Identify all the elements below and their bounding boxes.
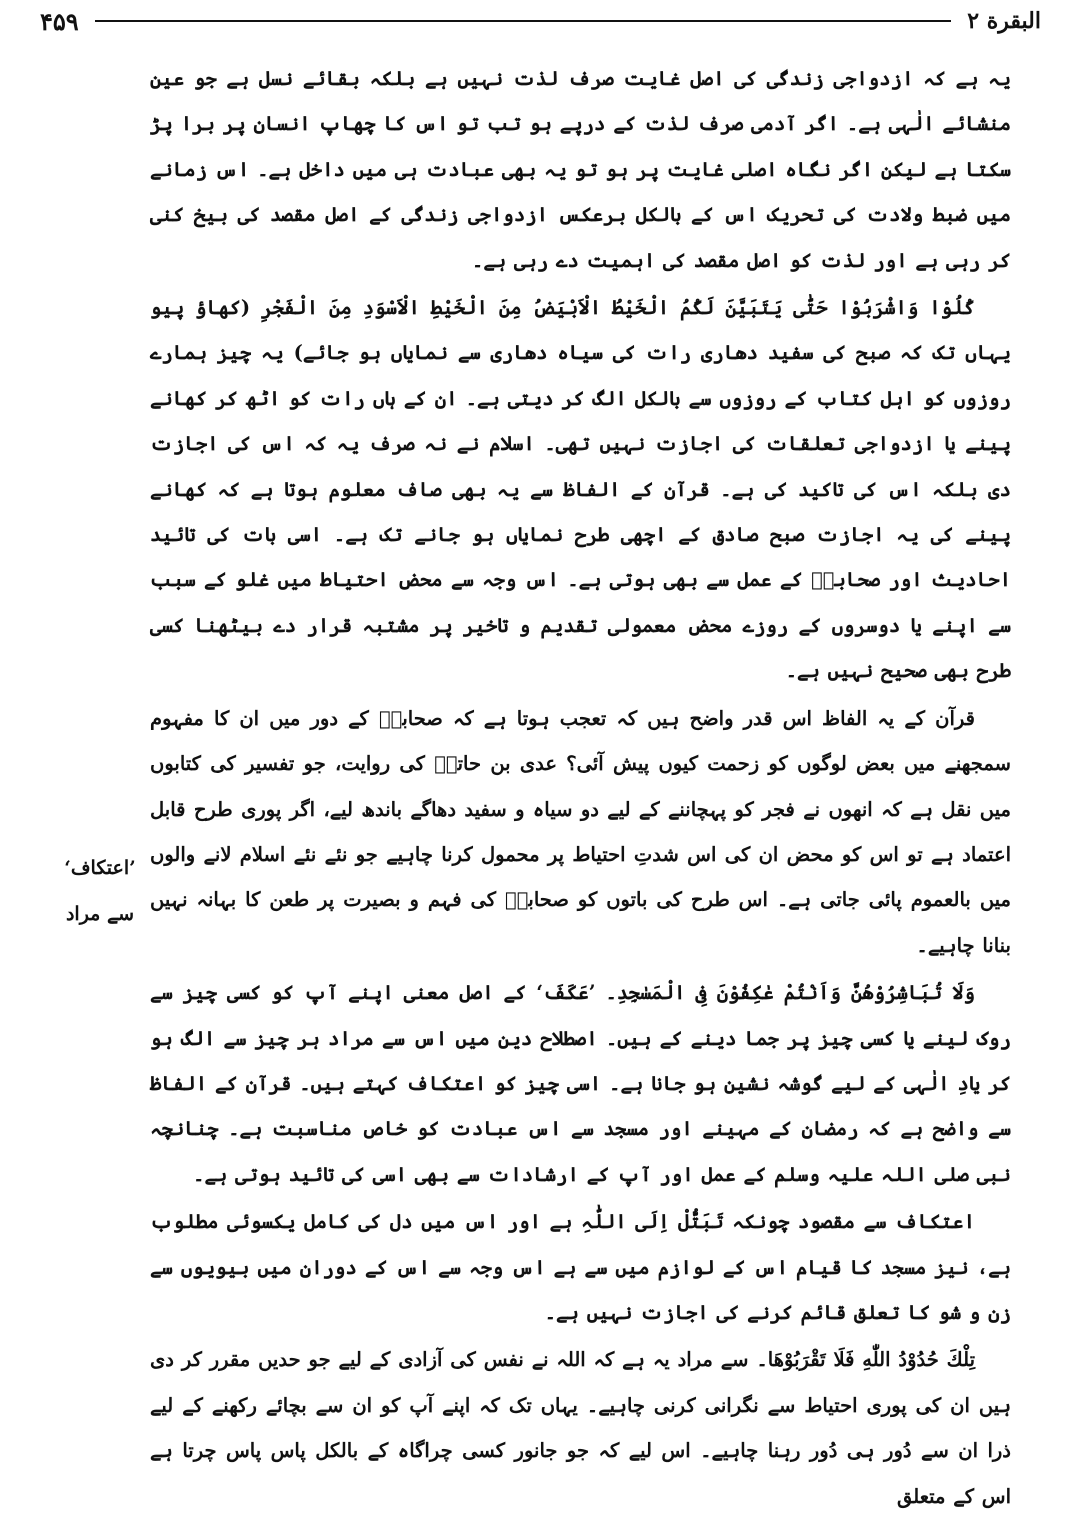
paragraph-6: تِلْكَ حُدُوْدُ اللّٰهِ فَلَا تَقْرَبُوْهَا۔ سے مراد یہ ہے کہ اللہ نے نفس کی آزادی کے لیے جو حدیں مقرر کر دی ہیں ان کی پوری احتیاط سے نگرانی کرنی چاہیے۔ یہاں تک کہ اپنے آپ کو ان سے بچائے رکھنے کے لیے ذرا ان سے دُور ہی دُور رہنا چاہیے۔ اس لیے کہ جو جانور کسی چراگاہ کے بالکل پاس پاس چرتا ہے اس کے متعلق: [150, 1348, 1011, 1508]
margin-note-line-1: ’اعتکاف‘: [64, 857, 136, 879]
paragraph-3: قرآن کے یہ الفاظ اس قدر واضح ہیں کہ تعجب ہوتا ہے کہ صحابہؓ کے دور میں ان کا مفہوم سمجھنے میں بعض لوگوں کو زحمت کیوں پیش آئی؟ عدی بن حاتمؓ کی روایت، جو تفسیر کی کتابوں میں نقل ہے کہ انھوں نے فجر کو پہچاننے کے لیے دو سیاہ و سفید دھاگے باندھ لیے، اگر پوری طرح قابل اعتماد ہے تو اس کو محض ان کی اس شدتِ احتیاط پر محمول کرنا چاہیے جو نئے نئے اسلام لانے والوں میں بالعموم پائی جاتی ہے۔ اس طرح کی باتوں کو صحابہؓ کی فہم و بصیرت پر طعن کا بہانہ نہیں بنانا چاہیے۔: [150, 706, 1011, 957]
page-number: ۴۵۹: [40, 6, 79, 36]
page-header: [40, 4, 1041, 38]
paragraph-5: اعتکاف سے مقصود چونکہ تَبَتُّلْ اِلَی اللّٰہِ ہے اور اس میں دل کی کامل یکسوئی مطلوب ہے، نیز مسجد کا قیام اس کے لوازم میں سے ہے اس وجہ سے اس کے دوران میں بیویوں سے زن و شو کا تعلق قائم کرنے کی اجازت نہیں ہے۔: [150, 1210, 1011, 1324]
body-text: [150, 56, 1011, 1519]
margin-note: [60, 845, 140, 937]
margin-note-line-2: سے مراد: [65, 903, 135, 925]
paragraph-4: وَلَا تُبَاشِرُوْهُنَّ وَاَنْتُمْ عٰكِفُوْنَ فِی الْمَسٰجِدِ۔ ’عَكَفَ‘ کے اصل معنی اپنے آپ کو کسی چیز سے روک لینے یا کسی چیز پر جما دینے کے ہیں۔ اصطلاح دین میں اس سے مراد ہر چیز سے الگ ہو کر یادِ الٰہی کے لیے گوشہ نشین ہو جانا ہے۔ اسی چیز کو اعتکاف کہتے ہیں۔ قرآن کے الفاظ سے واضح ہے کہ رمضان کے مہینے اور مسجد سے اس عبادت کو خاص مناسبت ہے۔ چنانچہ نبی صلی اللہ علیہ وسلم کے عمل اور آپ کے ارشادات سے بھی اسی کی تائید ہوتی ہے۔: [150, 981, 1011, 1186]
header-rule: [95, 20, 952, 22]
paragraph-1: یہ ہے کہ ازدواجی زندگی کی اصل غایت صرف لذت نہیں ہے بلکہ بقائے نسل ہے جو عین منشائے الٰہی ہے۔ اگر آدمی صرف لذت کے درپے ہو تب تو اس کا چھاپ انسان پر برا پڑ سکتا ہے لیکن اگر نگاہ اصلی غایت پر ہو تو یہ بھی عبادت ہی میں داخل ہے۔ اس زمانے میں ضبط ولادت کی تحریک اس کے بالکل برعکس ازدواجی زندگی کے اصل مقصد کی بیخ کنی کر رہی ہے اور لذت کو اصل مقصد کی اہمیت دے رہی ہے۔: [150, 67, 1011, 272]
paragraph-2: کُلُوْا وَاشْرَبُوْا حَتّٰی یَتَبَیَّنَ لَکُمُ الْخَیْطُ الْاَبْیَضُ مِنَ الْخَیْطِ الْاَسْوَدِ مِنَ الْفَجْرِ (کھاؤ پیو یہاں تک کہ صبح کی سفید دھاری رات کی سیاہ دھاری سے نمایاں ہو جائے) یہ چیز ہمارے روزوں کو اہل کتاب کے روزوں سے بالکل الگ کر دیتی ہے۔ ان کے ہاں رات کو اٹھ کر کھانے پینے یا ازدواجی تعلقات کی اجازت نہیں تھی۔ اسلام نے نہ صرف یہ کہ اس کی اجازت دی بلکہ اس کی تاکید کی ہے۔ قرآن کے الفاظ سے یہ بھی صاف معلوم ہوتا ہے کہ کھانے پینے کی یہ اجازت صبح صادق کے اچھی طرح نمایاں ہو جانے تک ہے۔ اسی بات کی تائید احادیث اور صحابہؓ کے عمل سے بھی ہوتی ہے۔ اس وجہ سے محض احتیاط میں غلو کے سبب سے اپنے یا دوسروں کے روزے محض معمولی تقدیم و تاخیر پر مشتبہ قرار دے بیٹھنا کسی طرح بھی صحیح نہیں ہے۔: [150, 296, 1011, 683]
running-head: البقرة ۲: [967, 8, 1041, 34]
